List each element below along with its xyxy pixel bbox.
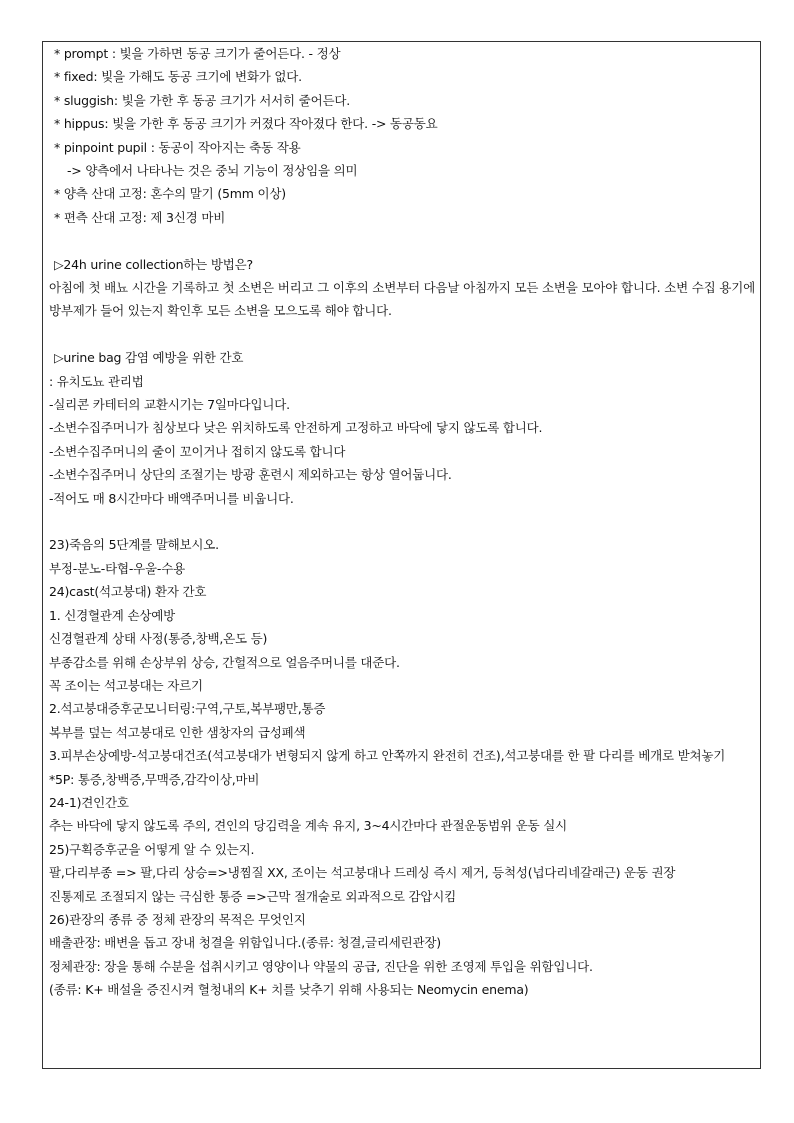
spacer — [49, 323, 755, 346]
urinebag-item: -실리콘 카테터의 교환시기는 7일마다입니다. — [49, 397, 290, 413]
spacer — [49, 229, 755, 252]
q24-1-body: 추는 바닥에 닿지 않도록 주의, 견인의 당김력을 계속 유지, 3~4시간마다 관절운동범위 운동 실시 — [49, 818, 567, 834]
q24-line: *5P: 통증,창백증,무맥증,감각이상,마비 — [49, 771, 260, 787]
q24-line: 2.석고붕대증후군모니터링:구역,구토,복부팽만,통증 — [49, 701, 326, 717]
pupil-prompt: * prompt : 빛을 가하면 동공 크기가 줄어든다. - 정상 — [54, 46, 341, 61]
spacer — [49, 510, 755, 533]
q24-line: 신경혈관계 상태 사정(통증,창백,온도 등) — [49, 631, 268, 647]
pupil-pinpoint: * pinpoint pupil : 동공이 작아지는 축동 작용 — [54, 139, 301, 155]
pupil-bilateral: * 양측 산대 고정: 혼수의 말기 (5mm 이상) — [54, 186, 286, 202]
q24-line: 1. 신경혈관계 손상예방 — [49, 607, 175, 623]
document-body — [49, 42, 755, 1002]
pupil-sluggish: * sluggish: 빛을 가한 후 동공 크기가 서서히 줄어든다. — [54, 92, 350, 108]
urinebag-item: -소변수집주머니 상단의 조절기는 방광 훈련시 제외하고는 항상 열어둡니다. — [49, 467, 452, 483]
q24-1-heading: 24-1)견인간호 — [49, 794, 129, 810]
q24-line: 꼭 조이는 석고붕대는 자르기 — [49, 677, 203, 693]
urinebag-item: -소변수집주머니의 줄이 꼬이거나 접히지 않도록 합니다 — [49, 443, 346, 459]
q25-body: 진통제로 조절되지 않는 극심한 통증 =>근막 절개술로 외과적으로 감압시킴 — [49, 888, 456, 904]
q26-heading: 26)관장의 종류 중 정체 관장의 목적은 무엇인지 — [49, 911, 306, 927]
urinebag-sub: : 유치도뇨 관리법 — [49, 373, 144, 389]
urine24-heading: ▷24h urine collection하는 방법은? — [54, 256, 253, 272]
q24-line: 복부를 덮는 석고붕대로 인한 샘창자의 급성폐색 — [49, 724, 306, 740]
q25-heading: 25)구획증후군을 어떻게 알 수 있는지. — [49, 841, 255, 857]
q23-answer: 부정-분노-타협-우울-수용 — [49, 560, 185, 576]
q24-line: 3.피부손상예방-석고붕대건조(석고붕대가 변형되지 않게 하고 안쪽까지 완전히 건조),석고붕대를 한 팔 다리를 베개로 받쳐놓기 — [49, 748, 726, 764]
pupil-hippus: * hippus: 빛을 가한 후 동공 크기가 커졌다 작아졌다 한다. -> 동공동요 — [54, 116, 438, 132]
q24-heading: 24)cast(석고붕대) 환자 간호 — [49, 584, 207, 600]
q26-body: 정체관장: 장을 통해 수분을 섭취시키고 영양이나 약물의 공급, 진단을 위한 조영제 투입을 위함입니다. — [49, 958, 593, 974]
urinebag-heading: ▷urine bag 감염 예방을 위한 간호 — [54, 350, 244, 366]
urine24-body: 아침에 첫 배뇨 시간을 기록하고 첫 소변은 버리고 그 이후의 소변부터 다음날 아침까지 모든 소변을 모아야 합니다. 소변 수집 용기에 방부제가 들어 있는지 확인후 모든 소변을 모으도록 해야 합니다. — [49, 280, 755, 319]
q24-line: 부종감소를 위해 손상부위 상승, 간헐적으로 얼음주머니를 대준다. — [49, 654, 400, 670]
urinebag-item: -소변수집주머니가 침상보다 낮은 위치하도록 안전하게 고정하고 바닥에 닿지 않도록 합니다. — [49, 420, 543, 436]
pupil-pinpoint-note: -> 양측에서 나타나는 것은 중뇌 기능이 정상임을 의미 — [67, 163, 358, 179]
q25-body: 팔,다리부종 => 팔,다리 상승=>냉찜질 XX, 조이는 석고붕대나 드레싱 즉시 제거, 등척성(넙다리네갈래근) 운동 권장 — [49, 865, 676, 881]
pupil-unilateral: * 편측 산대 고정: 제 3신경 마비 — [54, 209, 226, 225]
urinebag-item: -적어도 매 8시간마다 배액주머니를 비웁니다. — [49, 490, 294, 506]
q26-body: 배출관장: 배변을 돕고 장내 청결을 위함입니다.(종류: 청결,글리세린관장) — [49, 935, 441, 951]
pupil-fixed: * fixed: 빛을 가해도 동공 크기에 변화가 없다. — [54, 69, 302, 85]
q23-heading: 23)죽음의 5단계를 말해보시오. — [49, 537, 219, 553]
q26-body: (종류: K+ 배설을 증진시켜 혈청내의 K+ 치를 낮추기 위해 사용되는 Neomycin enema) — [49, 982, 529, 998]
